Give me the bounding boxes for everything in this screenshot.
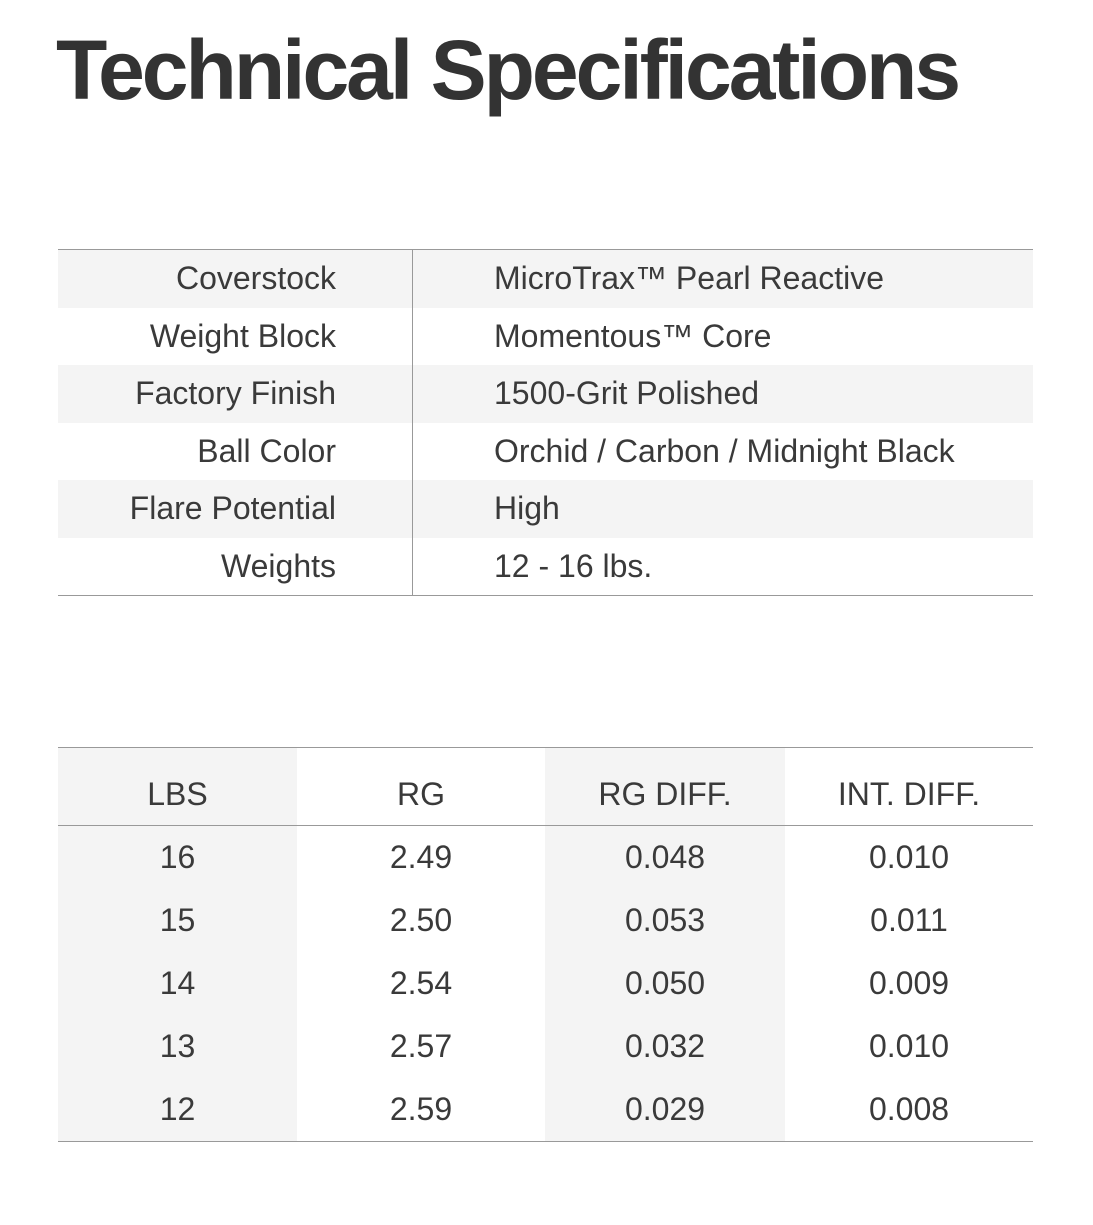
spec-value: High [494,490,560,527]
spec-label: Weights [220,547,336,584]
spec-label: Factory Finish [135,375,336,412]
spec-row [58,480,1033,538]
spec-row [58,250,1033,308]
table-row [58,826,1033,889]
cell-rg: 2.57 [389,1028,453,1064]
cell-rg-diff: 0.029 [545,1078,785,1141]
cell-lbs: 15 [58,889,297,952]
table-row [58,1015,1033,1078]
column-divider [412,250,413,595]
cell-rg-diff: 0.032 [545,1015,785,1078]
cell-int-diff: 0.010 [868,1028,950,1064]
cell-rg-diff: 0.053 [545,889,785,952]
spec-label: Coverstock [175,260,336,297]
table-row [58,1078,1033,1141]
spec-row [58,538,1033,596]
cell-lbs: 13 [58,1015,297,1078]
spec-value: 1500-Grit Polished [494,375,760,412]
table-header-row [58,748,1033,826]
header-lbs: LBS [58,748,297,826]
spec-value: Momentous™ Core [494,317,772,354]
cell-int-diff: 0.010 [868,839,950,875]
cell-rg-diff: 0.050 [545,952,785,1015]
header-int-diff: INT. DIFF. [785,748,1033,826]
header-rg: RG [297,748,545,826]
table-row [58,952,1033,1015]
cell-rg: 2.54 [389,965,453,1001]
page-title: Technical Specifications [56,23,959,117]
cell-lbs: 16 [58,826,297,889]
spec-label: Ball Color [197,432,336,469]
spec-label: Flare Potential [129,490,336,527]
spec-value: MicroTrax™ Pearl Reactive [494,260,885,297]
cell-int-diff: 0.011 [870,902,948,938]
cell-rg: 2.59 [389,1091,453,1127]
spec-table [58,249,1033,596]
performance-table [58,747,1033,1142]
cell-int-diff: 0.009 [868,965,950,1001]
cell-rg-diff: 0.048 [545,826,785,889]
cell-lbs: 12 [58,1078,297,1141]
spec-row [58,308,1033,366]
header-rg-diff: RG DIFF. [545,748,785,826]
spec-value: Orchid / Carbon / Midnight Black [494,432,955,469]
cell-lbs: 14 [58,952,297,1015]
spec-value: 12 - 16 lbs. [494,547,653,584]
cell-rg: 2.49 [389,839,453,875]
cell-rg: 2.50 [389,902,453,938]
spec-row [58,365,1033,423]
cell-int-diff: 0.008 [868,1091,950,1127]
table-row [58,889,1033,952]
spec-label: Weight Block [149,317,336,354]
spec-row [58,423,1033,481]
